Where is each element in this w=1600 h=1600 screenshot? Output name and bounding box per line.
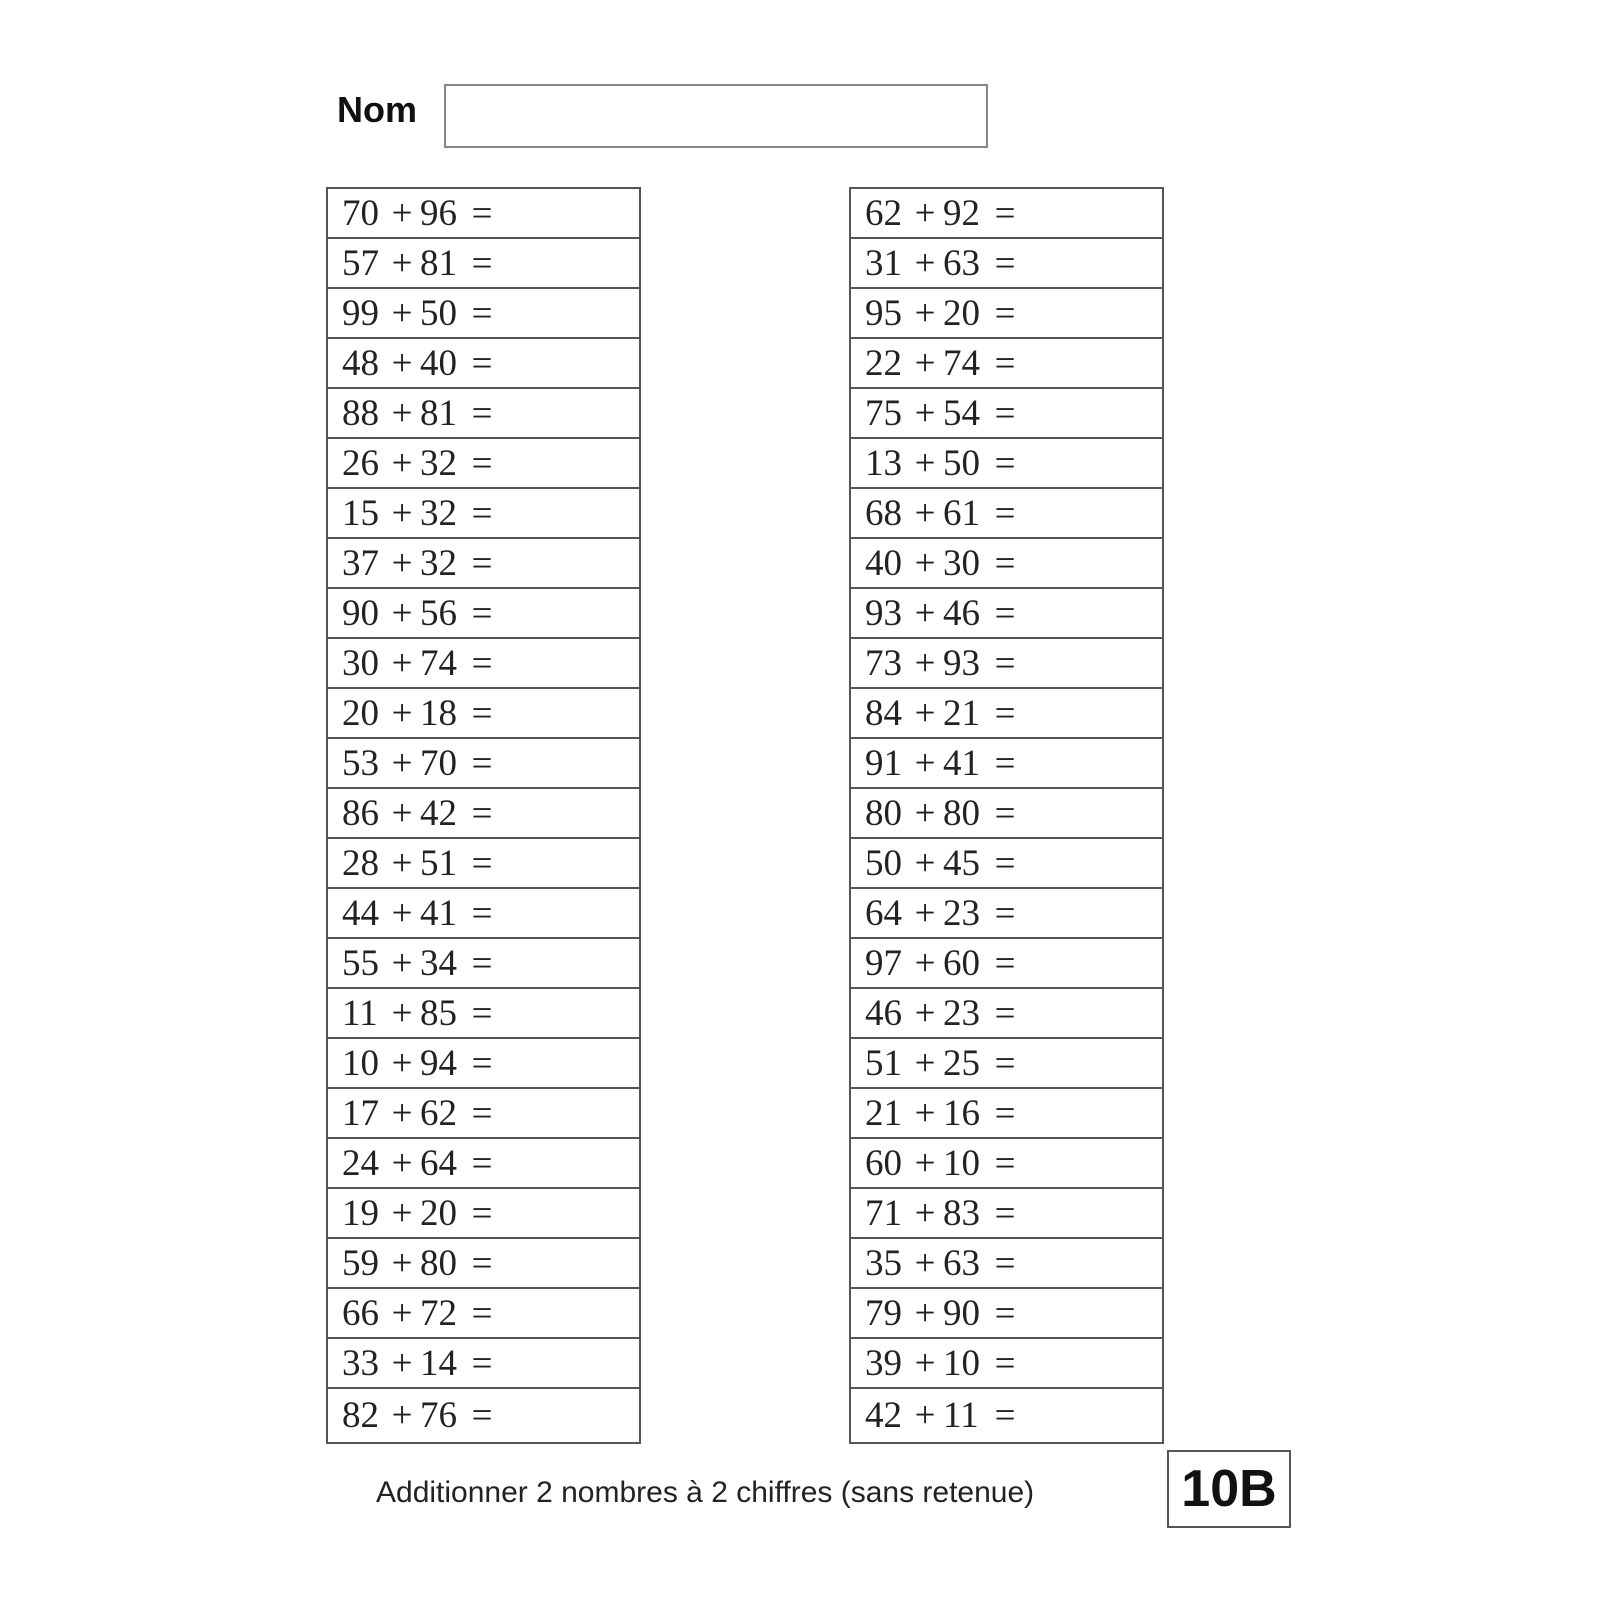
exercise-row[interactable] (328, 589, 639, 639)
second-operand: 54 (943, 392, 980, 434)
first-operand: 75 (865, 392, 902, 434)
exercise-row[interactable] (328, 789, 639, 839)
exercise-row[interactable] (328, 1089, 639, 1139)
first-operand: 21 (865, 1092, 902, 1134)
equals-sign: = (994, 1342, 1016, 1384)
equals-sign: = (471, 1395, 493, 1436)
equals-sign: = (471, 592, 493, 634)
plus-sign: + (914, 192, 936, 234)
plus-sign: + (391, 942, 413, 984)
equals-sign: = (471, 1042, 493, 1084)
name-input[interactable] (444, 84, 988, 148)
second-operand: 34 (420, 942, 457, 984)
first-operand: 62 (865, 192, 902, 234)
exercise-row[interactable] (851, 289, 1162, 339)
second-operand: 32 (420, 442, 457, 484)
first-operand: 37 (342, 542, 379, 584)
equals-sign: = (994, 1042, 1016, 1084)
equals-sign: = (994, 642, 1016, 684)
equals-sign: = (994, 292, 1016, 334)
exercise-row[interactable] (328, 489, 639, 539)
second-operand: 93 (943, 642, 980, 684)
first-operand: 33 (342, 1342, 379, 1384)
first-operand: 46 (865, 992, 902, 1034)
second-operand: 14 (420, 1342, 457, 1384)
exercise-row[interactable] (851, 689, 1162, 739)
exercise-row[interactable] (851, 1139, 1162, 1189)
first-operand: 82 (342, 1395, 379, 1436)
second-operand: 90 (943, 1292, 980, 1334)
first-operand: 90 (342, 592, 379, 634)
second-operand: 83 (943, 1192, 980, 1234)
plus-sign: + (914, 842, 936, 884)
exercise-row[interactable] (851, 1039, 1162, 1089)
exercise-row[interactable] (328, 1339, 639, 1389)
second-operand: 10 (943, 1342, 980, 1384)
second-operand: 50 (420, 292, 457, 334)
first-operand: 26 (342, 442, 379, 484)
second-operand: 76 (420, 1395, 457, 1436)
equals-sign: = (471, 1142, 493, 1184)
exercise-row[interactable] (328, 239, 639, 289)
second-operand: 63 (943, 242, 980, 284)
exercise-row[interactable] (851, 789, 1162, 839)
plus-sign: + (914, 1242, 936, 1284)
first-operand: 95 (865, 292, 902, 334)
second-operand: 70 (420, 742, 457, 784)
plus-sign: + (914, 442, 936, 484)
plus-sign: + (914, 542, 936, 584)
exercise-row[interactable] (328, 389, 639, 439)
second-operand: 62 (420, 1092, 457, 1134)
left-exercise-column (326, 187, 641, 1444)
plus-sign: + (391, 392, 413, 434)
exercise-row[interactable] (851, 939, 1162, 989)
plus-sign: + (914, 392, 936, 434)
plus-sign: + (391, 292, 413, 334)
plus-sign: + (391, 1092, 413, 1134)
first-operand: 57 (342, 242, 379, 284)
plus-sign: + (391, 1142, 413, 1184)
plus-sign: + (391, 792, 413, 834)
second-operand: 72 (420, 1292, 457, 1334)
equals-sign: = (471, 692, 493, 734)
exercise-row[interactable] (851, 389, 1162, 439)
equals-sign: = (471, 392, 493, 434)
plus-sign: + (914, 1142, 936, 1184)
equals-sign: = (471, 992, 493, 1034)
equals-sign: = (994, 1192, 1016, 1234)
second-operand: 80 (420, 1242, 457, 1284)
first-operand: 66 (342, 1292, 379, 1334)
equals-sign: = (471, 642, 493, 684)
equals-sign: = (471, 942, 493, 984)
first-operand: 53 (342, 742, 379, 784)
equals-sign: = (994, 1092, 1016, 1134)
exercise-row[interactable] (851, 189, 1162, 239)
plus-sign: + (391, 1342, 413, 1384)
exercise-row[interactable] (328, 289, 639, 339)
equals-sign: = (994, 792, 1016, 834)
plus-sign: + (914, 292, 936, 334)
second-operand: 81 (420, 392, 457, 434)
equals-sign: = (471, 1092, 493, 1134)
equals-sign: = (471, 1192, 493, 1234)
plus-sign: + (391, 242, 413, 284)
first-operand: 55 (342, 942, 379, 984)
plus-sign: + (914, 1042, 936, 1084)
plus-sign: + (914, 342, 936, 384)
first-operand: 86 (342, 792, 379, 834)
equals-sign: = (471, 442, 493, 484)
plus-sign: + (391, 342, 413, 384)
plus-sign: + (914, 492, 936, 534)
equals-sign: = (994, 1395, 1016, 1436)
exercise-row[interactable] (328, 689, 639, 739)
exercise-row[interactable] (328, 989, 639, 1039)
second-operand: 74 (420, 642, 457, 684)
plus-sign: + (914, 1192, 936, 1234)
second-operand: 92 (943, 192, 980, 234)
equals-sign: = (994, 192, 1016, 234)
plus-sign: + (391, 592, 413, 634)
exercise-row[interactable] (851, 639, 1162, 689)
exercise-row[interactable] (328, 539, 639, 589)
first-operand: 60 (865, 1142, 902, 1184)
second-operand: 41 (943, 742, 980, 784)
plus-sign: + (391, 192, 413, 234)
first-operand: 99 (342, 292, 379, 334)
equals-sign: = (471, 1242, 493, 1284)
right-exercise-column (849, 187, 1164, 1444)
exercise-row[interactable] (851, 589, 1162, 639)
plus-sign: + (914, 992, 936, 1034)
first-operand: 80 (865, 792, 902, 834)
equals-sign: = (471, 1292, 493, 1334)
first-operand: 79 (865, 1292, 902, 1334)
exercise-row[interactable] (328, 1139, 639, 1189)
exercise-row[interactable] (851, 839, 1162, 889)
plus-sign: + (914, 692, 936, 734)
second-operand: 21 (943, 692, 980, 734)
first-operand: 84 (865, 692, 902, 734)
second-operand: 94 (420, 1042, 457, 1084)
exercise-row[interactable] (328, 639, 639, 689)
second-operand: 23 (943, 992, 980, 1034)
equals-sign: = (994, 892, 1016, 934)
second-operand: 32 (420, 492, 457, 534)
first-operand: 19 (342, 1192, 379, 1234)
exercise-row[interactable] (851, 1189, 1162, 1239)
first-operand: 59 (342, 1242, 379, 1284)
equals-sign: = (994, 592, 1016, 634)
equals-sign: = (471, 242, 493, 284)
sheet-code-badge: 10B (1167, 1450, 1291, 1528)
exercise-row[interactable] (851, 1089, 1162, 1139)
exercise-row[interactable] (851, 1239, 1162, 1289)
exercise-row[interactable] (851, 339, 1162, 389)
equals-sign: = (471, 892, 493, 934)
instruction-text: Additionner 2 nombres à 2 chiffres (sans retenue) (376, 1476, 1035, 1509)
plus-sign: + (914, 942, 936, 984)
first-operand: 17 (342, 1092, 379, 1134)
equals-sign: = (471, 492, 493, 534)
equals-sign: = (994, 442, 1016, 484)
equals-sign: = (994, 342, 1016, 384)
exercise-row[interactable] (851, 1289, 1162, 1339)
equals-sign: = (994, 392, 1016, 434)
first-operand: 13 (865, 442, 902, 484)
exercise-row[interactable] (328, 889, 639, 939)
plus-sign: + (391, 542, 413, 584)
first-operand: 44 (342, 892, 379, 934)
second-operand: 30 (943, 542, 980, 584)
second-operand: 63 (943, 1242, 980, 1284)
first-operand: 35 (865, 1242, 902, 1284)
first-operand: 91 (865, 742, 902, 784)
equals-sign: = (994, 942, 1016, 984)
plus-sign: + (391, 642, 413, 684)
equals-sign: = (994, 1142, 1016, 1184)
equals-sign: = (471, 342, 493, 384)
first-operand: 97 (865, 942, 902, 984)
second-operand: 80 (943, 792, 980, 834)
exercise-row[interactable] (328, 439, 639, 489)
plus-sign: + (391, 842, 413, 884)
first-operand: 40 (865, 542, 902, 584)
second-operand: 64 (420, 1142, 457, 1184)
exercise-row[interactable] (851, 989, 1162, 1039)
exercise-row[interactable] (328, 1039, 639, 1089)
name-label: Nom (337, 89, 417, 130)
second-operand: 51 (420, 842, 457, 884)
equals-sign: = (471, 842, 493, 884)
second-operand: 50 (943, 442, 980, 484)
exercise-row[interactable] (328, 1239, 639, 1289)
exercise-row[interactable] (328, 339, 639, 389)
plus-sign: + (914, 1395, 936, 1436)
second-operand: 42 (420, 792, 457, 834)
first-operand: 48 (342, 342, 379, 384)
second-operand: 20 (943, 292, 980, 334)
first-operand: 73 (865, 642, 902, 684)
first-operand: 22 (865, 342, 902, 384)
exercise-row[interactable] (851, 439, 1162, 489)
second-operand: 10 (943, 1142, 980, 1184)
exercise-row[interactable] (851, 489, 1162, 539)
second-operand: 96 (420, 192, 457, 234)
plus-sign: + (914, 1342, 936, 1384)
equals-sign: = (994, 742, 1016, 784)
exercise-row[interactable] (851, 539, 1162, 589)
first-operand: 10 (342, 1042, 379, 1084)
second-operand: 61 (943, 492, 980, 534)
equals-sign: = (471, 792, 493, 834)
equals-sign: = (994, 1242, 1016, 1284)
equals-sign: = (471, 192, 493, 234)
first-operand: 15 (342, 492, 379, 534)
second-operand: 18 (420, 692, 457, 734)
plus-sign: + (914, 742, 936, 784)
second-operand: 56 (420, 592, 457, 634)
plus-sign: + (914, 792, 936, 834)
first-operand: 64 (865, 892, 902, 934)
equals-sign: = (471, 542, 493, 584)
first-operand: 71 (865, 1192, 902, 1234)
plus-sign: + (391, 492, 413, 534)
first-operand: 70 (342, 192, 379, 234)
second-operand: 32 (420, 542, 457, 584)
first-operand: 88 (342, 392, 379, 434)
first-operand: 42 (865, 1395, 902, 1436)
first-operand: 31 (865, 242, 902, 284)
second-operand: 74 (943, 342, 980, 384)
first-operand: 24 (342, 1142, 379, 1184)
plus-sign: + (391, 1242, 413, 1284)
second-operand: 60 (943, 942, 980, 984)
equals-sign: = (994, 692, 1016, 734)
exercise-row[interactable] (328, 939, 639, 989)
second-operand: 41 (420, 892, 457, 934)
second-operand: 45 (943, 842, 980, 884)
plus-sign: + (391, 992, 413, 1034)
second-operand: 85 (420, 992, 457, 1034)
second-operand: 25 (943, 1042, 980, 1084)
equals-sign: = (471, 742, 493, 784)
exercise-row[interactable] (851, 239, 1162, 289)
first-operand: 68 (865, 492, 902, 534)
plus-sign: + (391, 692, 413, 734)
plus-sign: + (391, 892, 413, 934)
first-operand: 93 (865, 592, 902, 634)
equals-sign: = (994, 1292, 1016, 1334)
second-operand: 16 (943, 1092, 980, 1134)
plus-sign: + (391, 742, 413, 784)
exercise-row[interactable] (328, 739, 639, 789)
plus-sign: + (391, 1192, 413, 1234)
exercise-row[interactable] (328, 1289, 639, 1339)
first-operand: 39 (865, 1342, 902, 1384)
second-operand: 20 (420, 1192, 457, 1234)
plus-sign: + (914, 892, 936, 934)
equals-sign: = (471, 292, 493, 334)
first-operand: 11 (342, 992, 378, 1034)
second-operand: 23 (943, 892, 980, 934)
exercise-row[interactable] (851, 1389, 1162, 1442)
exercise-row[interactable] (328, 839, 639, 889)
plus-sign: + (914, 592, 936, 634)
exercise-row[interactable] (328, 189, 639, 239)
plus-sign: + (391, 442, 413, 484)
plus-sign: + (914, 1092, 936, 1134)
first-operand: 20 (342, 692, 379, 734)
plus-sign: + (391, 1395, 413, 1436)
equals-sign: = (994, 542, 1016, 584)
first-operand: 50 (865, 842, 902, 884)
equals-sign: = (994, 842, 1016, 884)
equals-sign: = (994, 992, 1016, 1034)
second-operand: 11 (943, 1395, 979, 1436)
first-operand: 28 (342, 842, 379, 884)
exercise-row[interactable] (328, 1189, 639, 1239)
first-operand: 30 (342, 642, 379, 684)
first-operand: 51 (865, 1042, 902, 1084)
equals-sign: = (994, 492, 1016, 534)
exercise-row[interactable] (851, 739, 1162, 789)
plus-sign: + (914, 242, 936, 284)
second-operand: 46 (943, 592, 980, 634)
second-operand: 40 (420, 342, 457, 384)
plus-sign: + (914, 1292, 936, 1334)
plus-sign: + (391, 1042, 413, 1084)
plus-sign: + (391, 1292, 413, 1334)
exercise-row[interactable] (328, 1389, 639, 1442)
equals-sign: = (994, 242, 1016, 284)
plus-sign: + (914, 642, 936, 684)
equals-sign: = (471, 1342, 493, 1384)
exercise-row[interactable] (851, 1339, 1162, 1389)
second-operand: 81 (420, 242, 457, 284)
exercise-row[interactable] (851, 889, 1162, 939)
